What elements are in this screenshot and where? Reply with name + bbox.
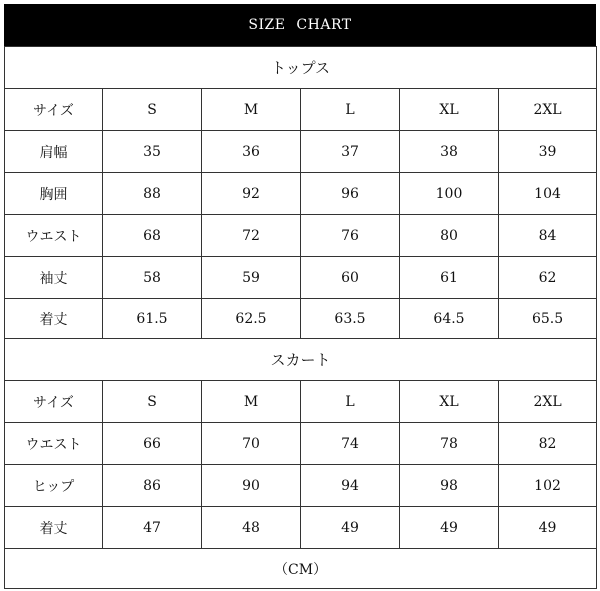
header-cell: 2XL: [499, 381, 597, 423]
table-cell: 80: [400, 215, 499, 257]
skirt-size-table: [4, 338, 597, 589]
table-cell: 37: [301, 131, 400, 173]
table-row: [5, 507, 597, 549]
header-cell: M: [202, 89, 301, 131]
row-label: 胸囲: [5, 173, 103, 215]
table-cell: 35: [103, 131, 202, 173]
table-cell: 64.5: [400, 299, 499, 339]
table-cell: 68: [103, 215, 202, 257]
table-cell: 76: [301, 215, 400, 257]
table-cell: 48: [202, 507, 301, 549]
header-cell: XL: [400, 89, 499, 131]
header-cell: サイズ: [5, 381, 103, 423]
table-cell: 59: [202, 257, 301, 299]
table-row: [5, 465, 597, 507]
table-cell: 49: [400, 507, 499, 549]
header-cell: L: [301, 89, 400, 131]
table-cell: 72: [202, 215, 301, 257]
header-cell: S: [103, 89, 202, 131]
table-cell: 74: [301, 423, 400, 465]
row-label: ウエスト: [5, 423, 103, 465]
size-chart: [4, 4, 596, 588]
header-cell: L: [301, 381, 400, 423]
table-row: [5, 131, 597, 173]
table-cell: 61.5: [103, 299, 202, 339]
table-cell: 61: [400, 257, 499, 299]
table-cell: 58: [103, 257, 202, 299]
table-cell: 92: [202, 173, 301, 215]
table-cell: 66: [103, 423, 202, 465]
table-cell: 90: [202, 465, 301, 507]
table-cell: 62: [499, 257, 597, 299]
header-cell: XL: [400, 381, 499, 423]
chart-title: SIZE CHART: [4, 4, 596, 46]
table-cell: 88: [103, 173, 202, 215]
table-cell: 96: [301, 173, 400, 215]
skirt-header-row: [5, 381, 597, 423]
row-label: ウエスト: [5, 215, 103, 257]
row-label: 肩幅: [5, 131, 103, 173]
table-cell: 62.5: [202, 299, 301, 339]
table-cell: 104: [499, 173, 597, 215]
table-row: [5, 257, 597, 299]
table-cell: 60: [301, 257, 400, 299]
table-cell: 38: [400, 131, 499, 173]
unit-note-row: [5, 549, 597, 589]
table-cell: 39: [499, 131, 597, 173]
table-cell: 65.5: [499, 299, 597, 339]
table-row: [5, 299, 597, 339]
tops-size-table: [4, 46, 597, 339]
header-cell: サイズ: [5, 89, 103, 131]
header-cell: M: [202, 381, 301, 423]
tops-header-row: [5, 89, 597, 131]
row-label: 着丈: [5, 299, 103, 339]
table-cell: 63.5: [301, 299, 400, 339]
tops-section-title: トップス: [5, 47, 597, 89]
table-row: [5, 423, 597, 465]
row-label: ヒップ: [5, 465, 103, 507]
table-row: [5, 215, 597, 257]
table-cell: 49: [301, 507, 400, 549]
row-label: 袖丈: [5, 257, 103, 299]
unit-note: （CM）: [5, 549, 597, 589]
table-cell: 98: [400, 465, 499, 507]
tops-section-row: [5, 47, 597, 89]
table-row: [5, 173, 597, 215]
table-cell: 82: [499, 423, 597, 465]
table-cell: 86: [103, 465, 202, 507]
table-cell: 84: [499, 215, 597, 257]
row-label: 着丈: [5, 507, 103, 549]
table-cell: 100: [400, 173, 499, 215]
skirt-section-row: [5, 339, 597, 381]
table-cell: 36: [202, 131, 301, 173]
table-cell: 47: [103, 507, 202, 549]
header-cell: S: [103, 381, 202, 423]
table-cell: 49: [499, 507, 597, 549]
header-cell: 2XL: [499, 89, 597, 131]
skirt-section-title: スカート: [5, 339, 597, 381]
table-cell: 70: [202, 423, 301, 465]
table-cell: 78: [400, 423, 499, 465]
table-cell: 102: [499, 465, 597, 507]
table-cell: 94: [301, 465, 400, 507]
